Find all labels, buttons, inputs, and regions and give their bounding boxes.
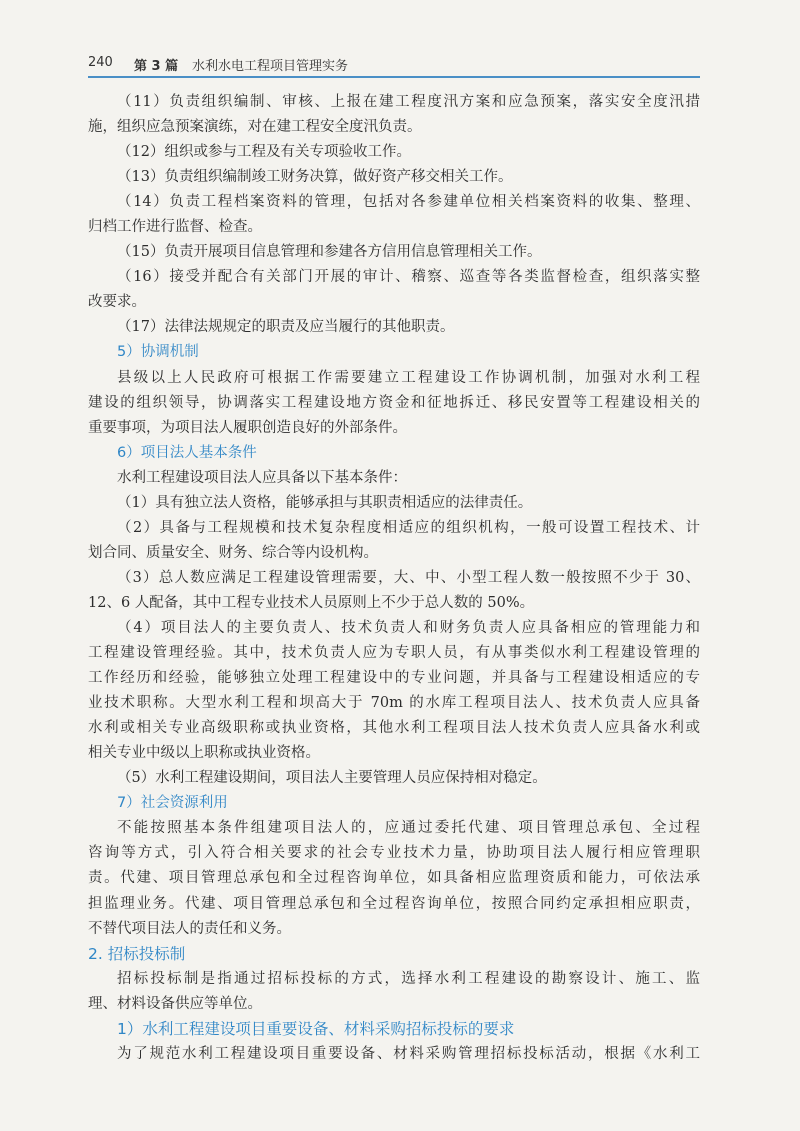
text-line: （14）负责工程档案资料的管理，包括对各参建单位相关档案资料的收集、整理、 <box>117 194 700 211</box>
text-line: 不替代项目法人的责任和义务。 <box>88 920 291 937</box>
text-line: 水利工程建设项目法人应具备以下基本条件： <box>117 469 407 486</box>
text-line: 招标投标制是指通过招标投标的方式，选择水利工程建设的勘察设计、施工、监 <box>117 970 700 987</box>
text-line: （15）负责开展项目信息管理和参建各方信用信息管理相关工作。 <box>117 244 542 261</box>
text-line: （3）总人数应满足工程建设管理需要，大、中、小型工程人数一般按照不少于 30、 <box>117 569 700 586</box>
page-header <box>88 50 700 78</box>
text-line: 改要求。 <box>88 294 146 311</box>
section-heading: 6）项目法人基本条件 <box>117 444 257 461</box>
text-line: 划合同、质量安全、财务、综合等内设机构。 <box>88 544 378 561</box>
text-line: 县级以上人民政府可根据工作需要建立工程建设工作协调机制，加强对水利工程 <box>117 369 700 386</box>
text-line: 工作经历和经验，能够独立处理工程建设中的专业问题，并具备与工程建设相适应的专 <box>88 670 700 687</box>
text-line: （2）具备与工程规模和技术复杂程度相适应的组织机构，一般可设置工程技术、计 <box>117 519 700 536</box>
text-line: 业技术职称。大型水利工程和坝高大于 70m 的水库工程项目法人、技术负责人应具备 <box>88 695 700 712</box>
text-line: 咨询等方式，引入符合相关要求的社会专业技术力量，协助项目法人履行相应管理职 <box>88 845 700 862</box>
text-line: 为了规范水利工程建设项目重要设备、材料采购管理招标投标活动，根据《水利工 <box>117 1045 700 1062</box>
section-heading: 7）社会资源利用 <box>117 795 228 812</box>
page-body <box>88 90 700 1067</box>
text-line: （17）法律法规规定的职责及应当履行的其他职责。 <box>117 319 455 336</box>
page-number: 240 <box>88 55 113 70</box>
text-line: 12、6 人配备，其中工程专业技术人员原则上不少于总人数的 50%。 <box>88 594 535 611</box>
section-heading: 2. 招标投标制 <box>88 944 186 963</box>
text-line: 担监理业务。代建、项目管理总承包和全过程咨询单位，按照合同约定承担相应职责， <box>88 895 700 912</box>
text-line: 理、材料设备供应等单位。 <box>88 995 262 1012</box>
text-line: 施，组织应急预案演练，对在建工程安全度汛负责。 <box>88 119 422 136</box>
text-line: （13）负责组织编制竣工财务决算，做好资产移交相关工作。 <box>117 169 513 186</box>
text-line: 相关专业中级以上职称或执业资格。 <box>88 745 320 762</box>
text-line: 不能按照基本条件组建项目法人的，应通过委托代建、项目管理总承包、全过程 <box>117 820 700 837</box>
text-line: 责。代建、项目管理总承包和全过程咨询单位，如具备相应监理资质和能力，可依法承 <box>88 870 700 887</box>
text-line: 重要事项，为项目法人履职创造良好的外部条件。 <box>88 419 407 436</box>
text-line: 建设的组织领导，协调落实工程建设地方资金和征地拆迁、移民安置等工程建设相关的 <box>88 394 700 411</box>
section-heading: 5）协调机制 <box>117 344 199 361</box>
text-line: （16）接受并配合有关部门开展的审计、稽察、巡查等各类监督检查，组织落实整 <box>117 269 700 286</box>
part-label: 第 3 篇 <box>134 59 179 74</box>
text-line: （11）负责组织编制、审核、上报在建工程度汛方案和应急预案，落实安全度汛措 <box>117 94 700 110</box>
text-line: 工程建设管理经验。其中，技术负责人应为专职人员，有从事类似水利工程建设管理的 <box>88 645 700 662</box>
text-line: 归档工作进行监督、检查。 <box>88 219 262 236</box>
text-line: 水利或相关专业高级职称或执业资格，其他水利工程项目法人技术负责人应具备水利或 <box>88 720 700 737</box>
text-line: （5）水利工程建设期间，项目法人主要管理人员应保持相对稳定。 <box>117 770 547 787</box>
section-heading: 1）水利工程建设项目重要设备、材料采购招标投标的要求 <box>117 1019 515 1038</box>
text-line: （4）项目法人的主要负责人、技术负责人和财务负责人应具备相应的管理能力和 <box>117 619 700 636</box>
text-line: （1）具有独立法人资格，能够承担与其职责相适应的法律责任。 <box>117 494 533 511</box>
chapter-title: 水利水电工程项目管理实务 <box>192 59 349 74</box>
text-line: （12）组织或参与工程及有关专项验收工作。 <box>117 144 411 161</box>
